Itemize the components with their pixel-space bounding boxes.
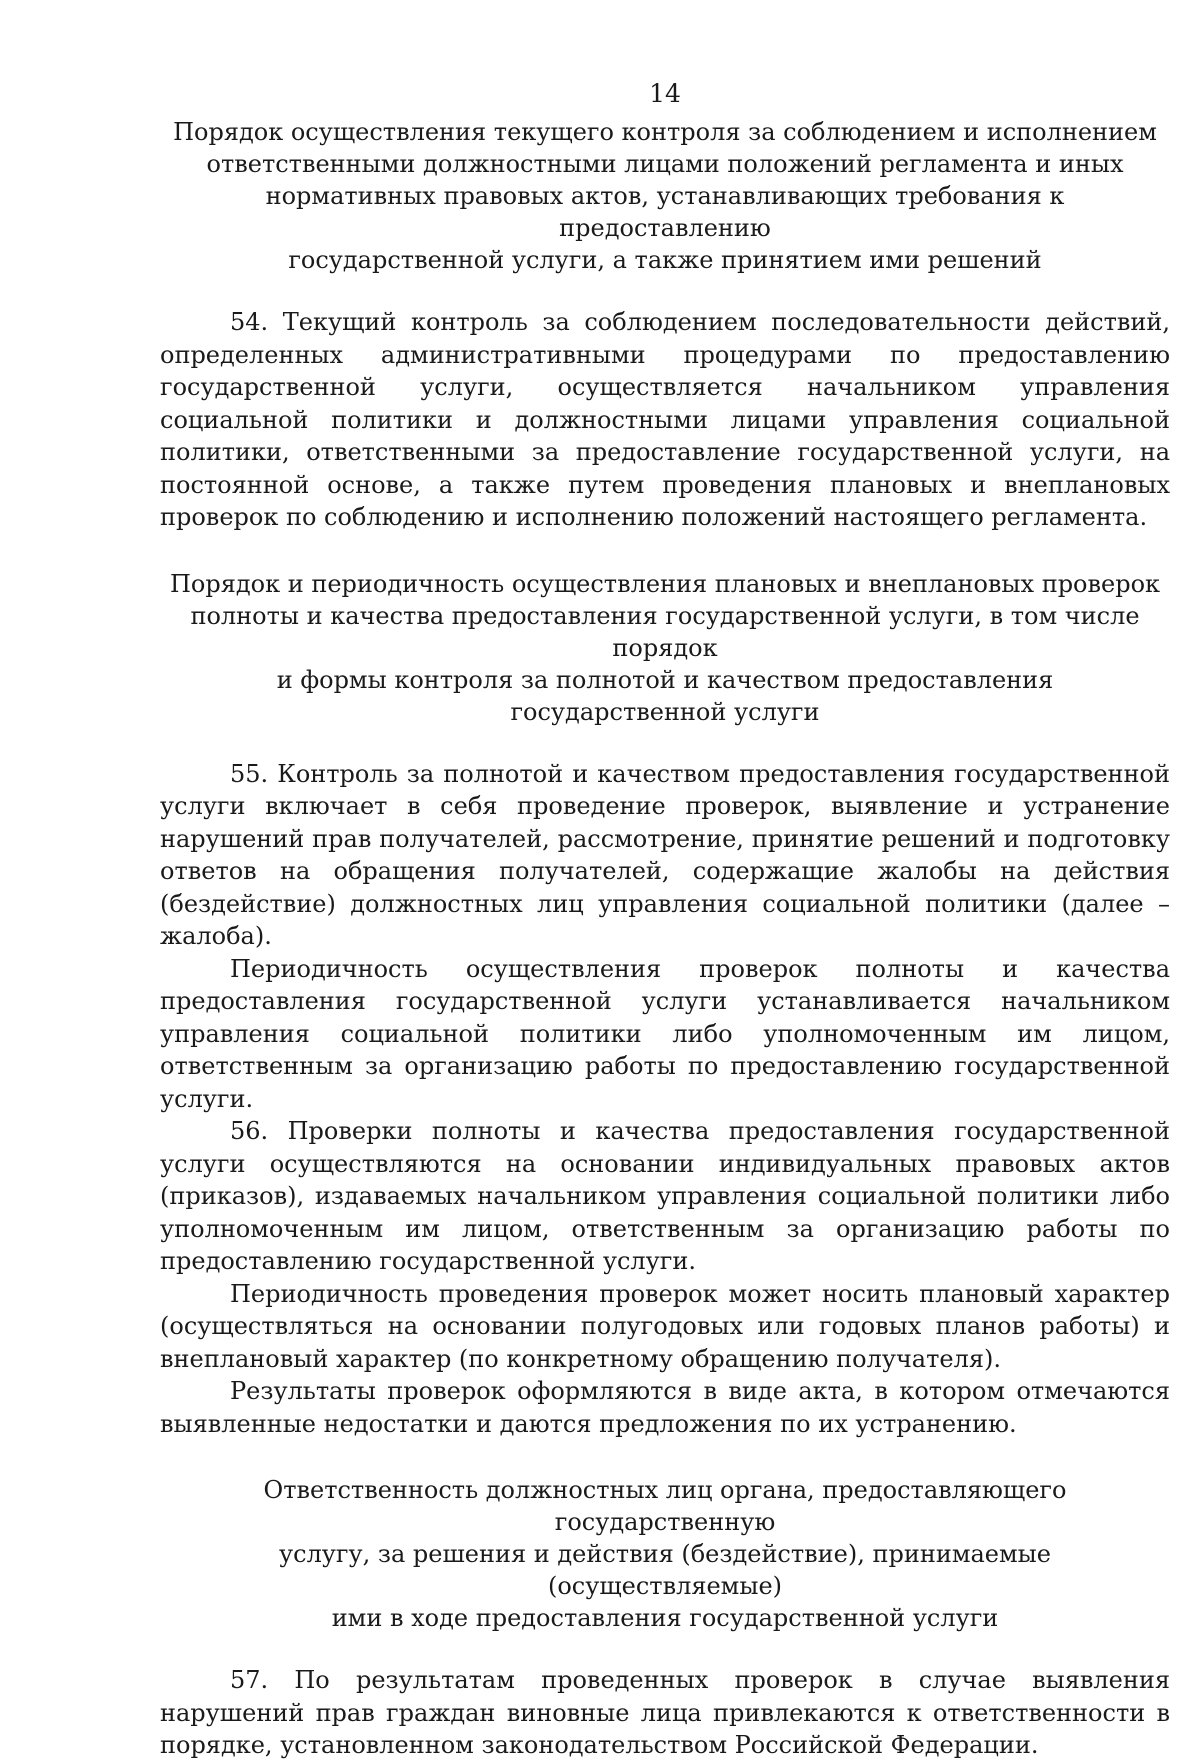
heading-line: Ответственность должностных лиц органа, предоставляющего государственную (263, 1476, 1067, 1536)
paragraph-56-results: Результаты проверок оформляются в виде акта, в котором отмечаются выявленные недостатки и даются предложения по их устранению. (160, 1377, 1170, 1438)
paragraph-56-periodicity: Периодичность проведения проверок может носить плановый характер (осуществляться на основании полугодовых или годовых планов работы) и внеплановый характер (по конкретному обращению получателя). (160, 1279, 1170, 1373)
section-heading (160, 1474, 1170, 1634)
paragraph-56: 56. Проверки полноты и качества предоставления государственной услуги осуществляются на основании индивидуальных правовых актов (приказов), издаваемых начальником управления социальной политики либо уполномоченным им лицом, ответственным за организацию работы по предоставлению государственной услуги. (160, 1117, 1170, 1275)
heading-line: ими в ходе предоставления государственной услуги (331, 1604, 999, 1632)
document-page (160, 78, 1170, 1759)
paragraph-55: 55. Контроль за полнотой и качеством предоставления государственной услуги включает в себя проведение проверок, выявление и устранение нарушений прав получателей, рассмотрение, принятие решений и подготовку ответов на обращения получателей, содержащие жалобы на действия (бездействие) должностных лиц управления социальной политики (далее – жалоба). (160, 759, 1170, 950)
section-heading (160, 568, 1170, 728)
page-number: 14 (649, 79, 681, 108)
paragraph-55-periodicity: Периодичность осуществления проверок полноты и качества предоставления государственной услуги устанавливается начальником управления социальной политики либо уполномоченным им лицом, ответственным за организацию работы по предоставлению государственной услуги. (160, 954, 1170, 1113)
section-inspections (160, 568, 1170, 1441)
heading-line: услугу, за решения и действия (бездействие), принимаемые (осуществляемые) (279, 1540, 1051, 1600)
paragraph-57: 57. По результатам проведенных проверок в случае выявления нарушений прав граждан виновные лица привлекаются к ответственности в порядке, установленном законодательством Российской Федерации. (160, 1666, 1170, 1759)
heading-line: государственной услуги (510, 697, 820, 726)
section-current-control (160, 116, 1170, 534)
heading-line: нормативных правовых актов, устанавливающих требования к предоставлению (265, 182, 1065, 242)
heading-line: полноты и качества предоставления государственной услуги, в том числе порядок (190, 601, 1140, 662)
paragraph-54: 54. Текущий контроль за соблюдением последовательности действий, определенных административными процедурами по предоставлению государственной услуги, осуществляется начальником управления социальной политики и должностными лицами управления социальной политики, ответственными за предоставление государственной услуги, на постоянной основе, а также путем проведения плановых и внеплановых проверок по соблюдению и исполнению положений настоящего регламента. (160, 308, 1170, 531)
heading-line: Порядок осуществления текущего контроля за соблюдением и исполнением (173, 118, 1157, 146)
heading-line: и формы контроля за полнотой и качеством предоставления (276, 665, 1054, 694)
section-heading (160, 116, 1170, 276)
heading-line: ответственными должностными лицами положений регламента и иных (206, 150, 1124, 178)
heading-line: государственной услуги, а также принятием ими решений (288, 246, 1042, 274)
section-responsibility (160, 1474, 1170, 1762)
heading-line: Порядок и периодичность осуществления плановых и внеплановых проверок (169, 569, 1161, 598)
